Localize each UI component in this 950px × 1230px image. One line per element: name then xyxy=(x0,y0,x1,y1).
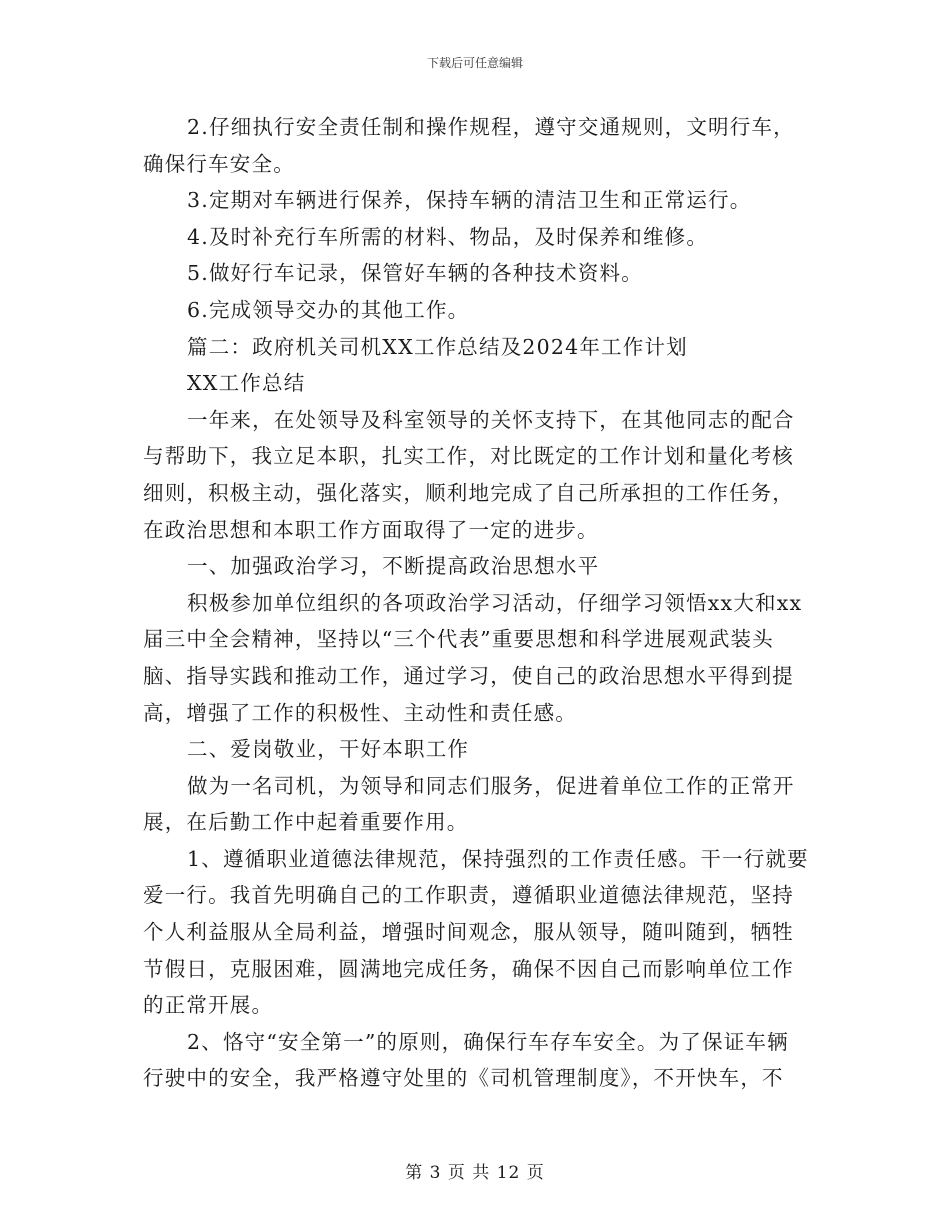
section-heading: 篇二：政府机关司机XX工作总结及2024年工作计划 xyxy=(187,334,688,359)
text-line: 爱一行。我首先明确自己的工作职责，遵循职业道德法律规范，坚持 xyxy=(143,883,794,908)
text-line: 积极参加单位组织的各项政治学习活动，仔细学习领悟xx大和xx xyxy=(187,590,803,615)
subsection-heading: 一、加强政治学习，不断提高政治思想水平 xyxy=(187,554,600,579)
text-line: 5.做好行车记录，保管好车辆的各种技术资料。 xyxy=(187,261,643,286)
text-line: 确保行车安全。 xyxy=(143,151,295,176)
page-header: 下载后可任意编辑 xyxy=(426,56,523,70)
text-line: 的正常开展。 xyxy=(143,993,274,1018)
text-line: 细则，积极主动，强化落实，顺利地完成了自己所承担的工作任务， xyxy=(143,480,794,505)
text-line: 节假日，克服困难，圆满地完成任务，确保不因自己而影响单位工作 xyxy=(143,956,794,981)
subsection-heading: XX工作总结 xyxy=(187,371,306,396)
page-number: 第 3 页 共 12 页 xyxy=(405,1163,545,1183)
text-line: 6.完成领导交办的其他工作。 xyxy=(187,297,470,322)
text-line: 做为一名司机，为领导和同志们服务，促进着单位工作的正常开 xyxy=(187,773,795,798)
text-line: 届三中全会精神，坚持以“三个代表”重要思想和科学进展观武装头 xyxy=(143,627,774,652)
text-line: 展，在后勤工作中起着重要作用。 xyxy=(143,810,469,835)
text-line: 4.及时补充行车所需的材料、物品，及时保养和维修。 xyxy=(187,224,709,249)
text-line: 1、遵循职业道德法律规范，保持强烈的工作责任感。干一行就要 xyxy=(187,846,809,871)
text-line: 一年来，在处领导及科室领导的关怀支持下，在其他同志的配合 xyxy=(187,407,795,432)
subsection-heading: 二、爱岗敬业，干好本职工作 xyxy=(187,737,470,762)
text-line: 2.仔细执行安全责任制和操作规程，遵守交通规则，文明行车， xyxy=(187,115,795,139)
text-line: 高，增强了工作的积极性、主动性和责任感。 xyxy=(143,700,577,725)
text-line: 3.定期对车辆进行保养，保持车辆的清洁卫生和正常运行。 xyxy=(187,188,752,213)
text-line: 个人利益服从全局利益，增强时间观念，服从领导，随叫随到，牺牲 xyxy=(143,920,794,945)
text-line: 行驶中的安全，我严格遵守处里的《司机管理制度》，不开快车，不 xyxy=(143,1066,784,1091)
text-line: 2、恪守“安全第一”的原则，确保行车存车安全。为了保证车辆 xyxy=(187,1029,789,1054)
document-body xyxy=(143,109,811,1097)
text-line: 在政治思想和本职工作方面取得了一定的进步。 xyxy=(143,517,599,542)
text-line: 与帮助下，我立足本职，扎实工作，对比既定的工作计划和量化考核 xyxy=(143,444,794,469)
text-line: 脑、指导实践和推动工作，通过学习，使自己的政治思想水平得到提 xyxy=(143,663,794,688)
